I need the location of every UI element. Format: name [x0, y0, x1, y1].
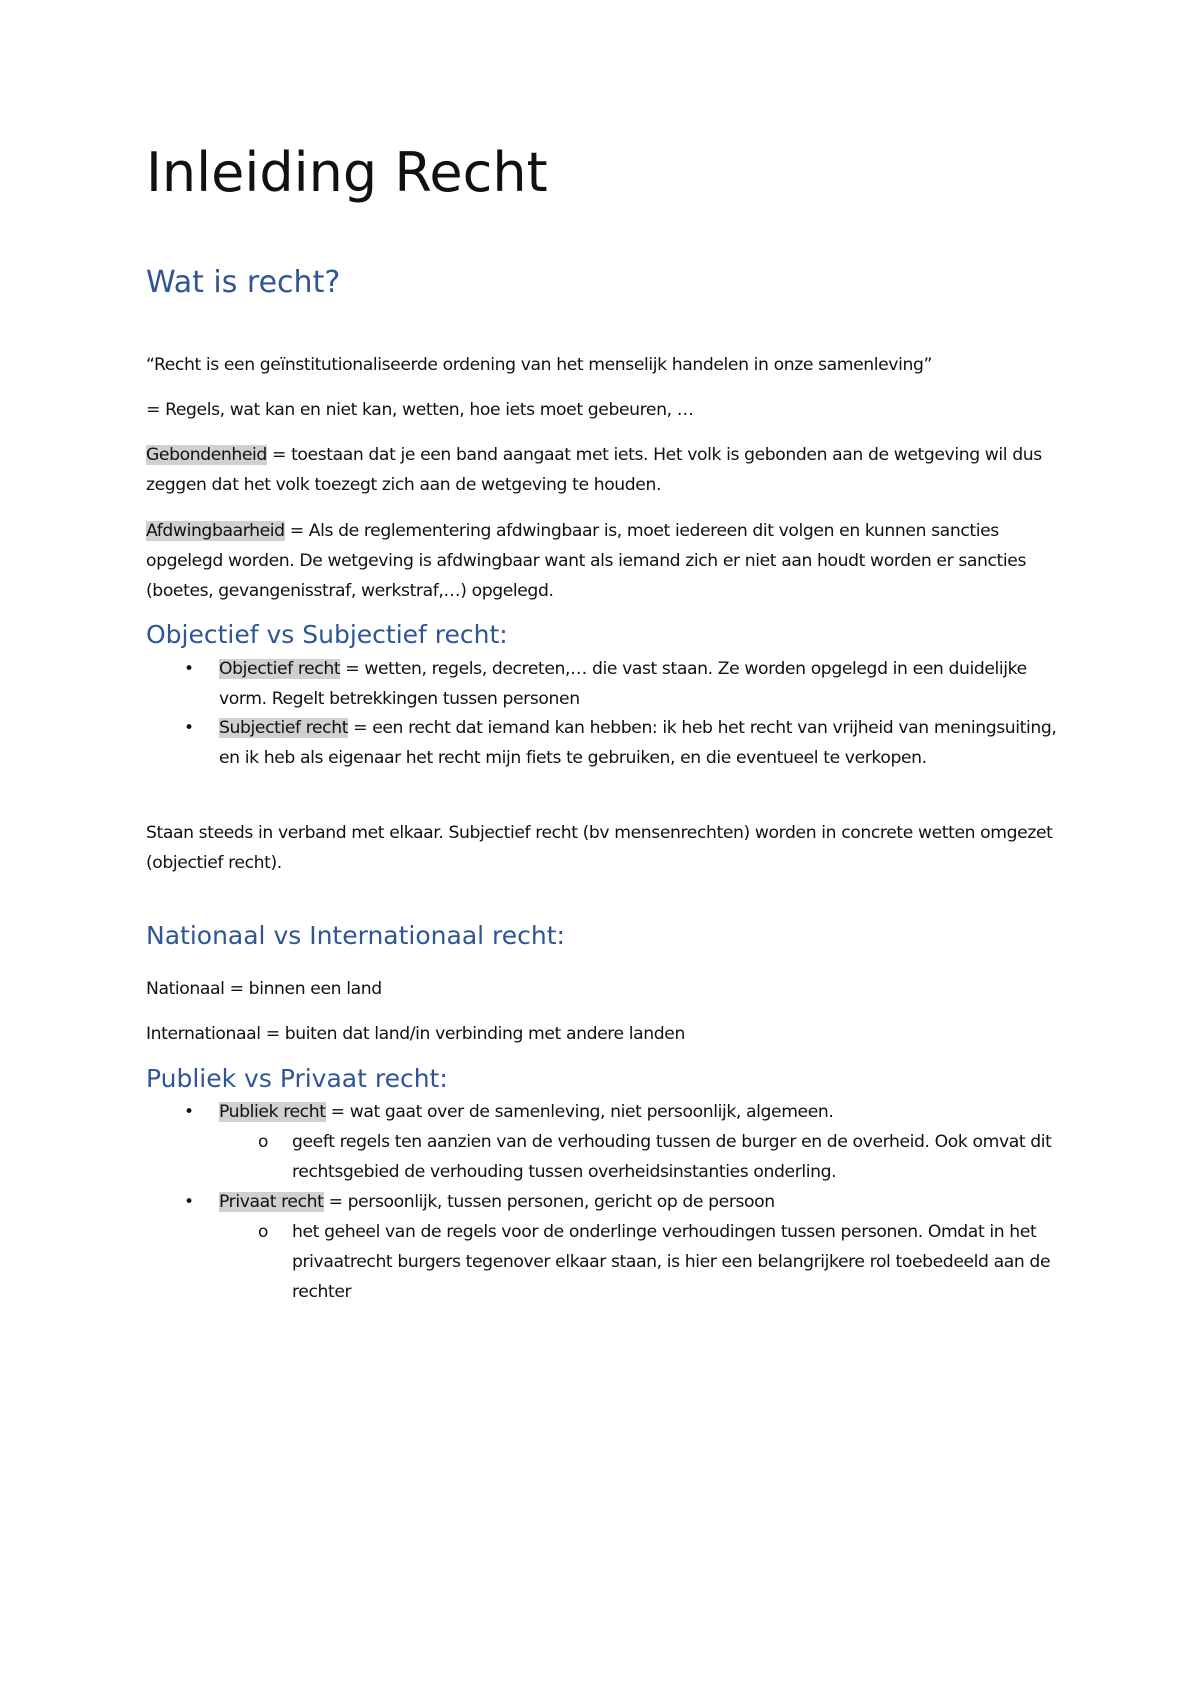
- sub-bullet-icon: o: [258, 1222, 269, 1242]
- document-title: Inleiding Recht: [146, 141, 548, 204]
- bullet-icon: •: [184, 659, 195, 679]
- paragraph-gebondenheid: [146, 440, 1066, 500]
- heading-objectief-subjectief: Objectief vs Subjectief recht:: [146, 620, 508, 649]
- text-publiek-recht: = wat gaat over de samenleving, niet persoonlijk, algemeen.: [325, 1102, 834, 1122]
- term-objectief-recht: Objectief recht: [219, 659, 341, 679]
- list-item-privaat: [219, 1187, 1067, 1217]
- text-gebondenheid: = toestaan dat je een band aangaat met iets. Het volk is gebonden aan de wetgeving wil dus zeggen dat het volk toezegt zich aan de wetgeving te houden.: [146, 445, 1042, 495]
- text-subjectief-recht: = een recht dat iemand kan hebben: ik heb het recht van vrijheid van meningsuiting, en ik heb als eigenaar het recht mijn fiets te gebruiken, en die eventueel te verkopen.: [219, 718, 1057, 768]
- paragraph-afdwingbaarheid: [146, 516, 1066, 606]
- sub-item-privaat: het geheel van de regels voor de onderlinge verhoudingen tussen personen. Omdat in het privaatrecht burgers tegenover elkaar staan, is hier een belangrijkere rol toebedeeld aan de rechter: [292, 1222, 1051, 1302]
- text-objectief-recht: = wetten, regels, decreten,… die vast staan. Ze worden opgelegd in een duidelijke vorm. Regelt betrekkingen tussen personen: [219, 659, 1027, 709]
- heading-wat-is-recht: Wat is recht?: [146, 265, 341, 300]
- paragraph-verband: Staan steeds in verband met elkaar. Subjectief recht (bv mensenrechten) worden in concrete wetten omgezet (objectief recht).: [146, 823, 1053, 873]
- bullet-icon: •: [184, 1102, 195, 1122]
- definition-regels: = Regels, wat kan en niet kan, wetten, hoe iets moet gebeuren, …: [146, 400, 694, 420]
- heading-nationaal-internationaal: Nationaal vs Internationaal recht:: [146, 921, 565, 950]
- paragraph-internationaal: Internationaal = buiten dat land/in verbinding met andere landen: [146, 1024, 685, 1044]
- list-item-subjectief: [219, 713, 1067, 773]
- term-subjectief-recht: Subjectief recht: [219, 718, 349, 738]
- text-privaat-recht: = persoonlijk, tussen personen, gericht op de persoon: [323, 1192, 775, 1212]
- bullet-icon: •: [184, 718, 195, 738]
- term-publiek-recht: Publiek recht: [219, 1102, 326, 1122]
- definition-quote: “Recht is een geïnstitutionaliseerde ordening van het menselijk handelen in onze samenleving”: [146, 355, 932, 375]
- bullet-icon: •: [184, 1192, 195, 1212]
- term-gebondenheid: Gebondenheid: [146, 445, 267, 465]
- list-item-objectief: [219, 654, 1067, 714]
- heading-publiek-privaat: Publiek vs Privaat recht:: [146, 1064, 448, 1093]
- sub-bullet-icon: o: [258, 1132, 269, 1152]
- text-afdwingbaarheid: = Als de reglementering afdwingbaar is, moet iedereen dit volgen en kunnen sancties opgelegd worden. De wetgeving is afdwingbaar want als iemand zich er niet aan houdt worden er sancties (boetes, gevangenisstraf, werkstraf,…) opgelegd.: [146, 521, 1026, 601]
- sub-item-publiek: geeft regels ten aanzien van de verhouding tussen de burger en de overheid. Ook omvat dit rechtsgebied de verhouding tussen overheidsinstanties onderling.: [292, 1132, 1052, 1182]
- paragraph-nationaal: Nationaal = binnen een land: [146, 979, 382, 999]
- term-privaat-recht: Privaat recht: [219, 1192, 324, 1212]
- list-item-publiek: [219, 1097, 1067, 1127]
- term-afdwingbaarheid: Afdwingbaarheid: [146, 521, 285, 541]
